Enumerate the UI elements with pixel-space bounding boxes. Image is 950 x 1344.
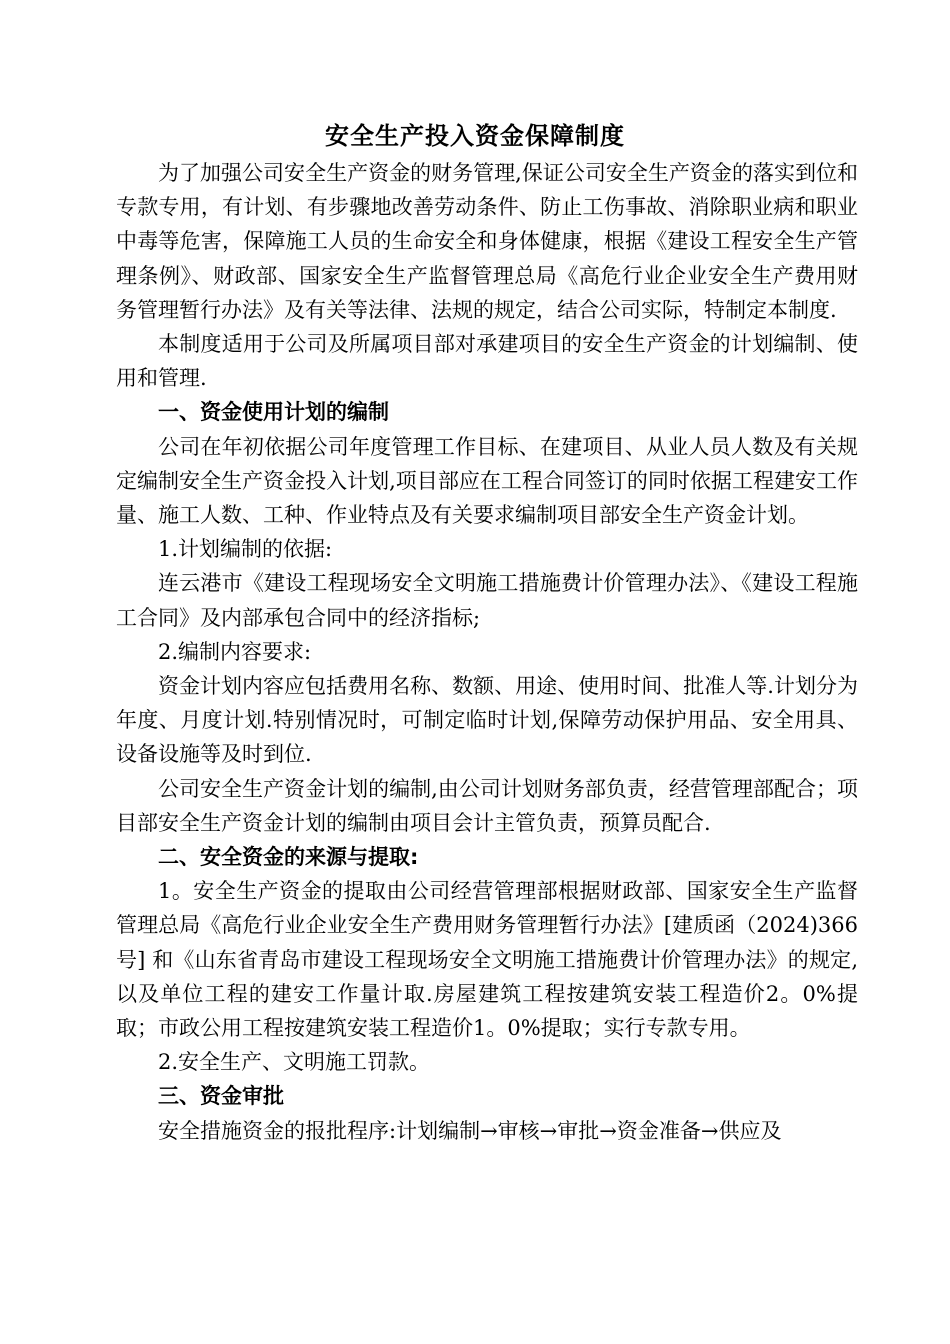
paragraph-fines: 2.安全生产、文明施工罚款。 xyxy=(158,1050,431,1075)
paragraph-plan-basis-heading: 1.计划编制的依据: xyxy=(158,537,333,562)
document-body xyxy=(116,156,858,1148)
section-heading-1: 一、资金使用计划的编制 xyxy=(158,400,389,425)
section-heading-3: 三、资金审批 xyxy=(158,1084,284,1109)
paragraph-plan-content: 资金计划内容应包括费用名称、数额、用途、使用时间、批准人等.计划分为年度、月度计划.特别情况时，可制定临时计划,保障劳动保护用品、安全用具、设备设施等及时到位. xyxy=(116,674,858,767)
paragraph-scope: 本制度适用于公司及所属项目部对承建项目的安全生产资金的计划编制、使用和管理. xyxy=(116,332,858,391)
paragraph-plan-overview: 公司在年初依据公司年度管理工作目标、在建项目、从业人员人数及有关规定编制安全生产资金投入计划,项目部应在工程合同签订的同时依据工程建安工作量、施工人数、工种、作业特点及有关要求编制项目部安全生产资金计划。 xyxy=(116,434,858,528)
document-title: 安全生产投入资金保障制度 xyxy=(325,122,625,150)
paragraph-plan-content-heading: 2.编制内容要求: xyxy=(158,639,312,664)
paragraph-plan-basis: 连云港市《建设工程现场安全文明施工措施费计价管理办法》、《建设工程施工合同》及内部承包合同中的经济指标; xyxy=(116,571,858,630)
paragraph-purpose: 为了加强公司安全生产资金的财务管理,保证公司安全生产资金的落实到位和专款专用，有计划、有步骤地改善劳动条件、防止工伤事故、消除职业病和职业中毒等危害，保障施工人员的生命安全和身体健康，根据《建设工程安全生产管理条例》、财政部、国家安全生产监督管理总局《高危行业企业安全生产费用财务管理暂行办法》及有关等法律、法规的规定，结合公司实际，特制定本制度. xyxy=(116,161,858,322)
paragraph-fund-source: 1。安全生产资金的提取由公司经营管理部根据财政部、国家安全生产监督管理总局《高危行业企业安全生产费用财务管理暂行办法》[建质函（2024)366号] 和《山东省青岛市建设工程现场安全文明施工措施费计价管理办法》的规定,以及单位工程的建安工作量计取.房屋建筑工程按建筑安装工程造价2。0%提取；市政公用工程按建筑安装工程造价1。0%提取；实行专款专用。 xyxy=(116,879,858,1041)
paragraph-approval-procedure: 安全措施资金的报批程序:计划编制→审核→审批→资金准备→供应及 xyxy=(158,1118,782,1143)
section-heading-2: 二、安全资金的来源与提取: xyxy=(158,845,419,870)
paragraph-plan-responsibility: 公司安全生产资金计划的编制,由公司计划财务部负责，经营管理部配合；项目部安全生产资金计划的编制由项目会计主管负责，预算员配合. xyxy=(116,776,858,835)
